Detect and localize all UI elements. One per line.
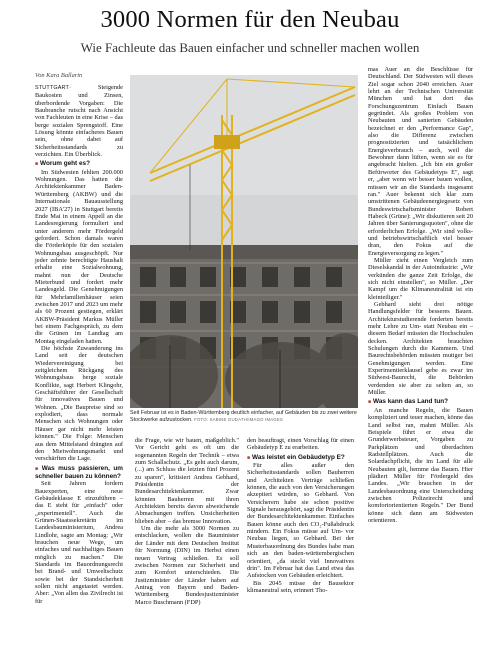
square-bullet-icon: ■ bbox=[35, 161, 39, 168]
construction-photo bbox=[130, 75, 358, 408]
caption-text: Seit Februar ist es in Baden-Württemberg deutlich einfacher, auf Gebäuden bis zu zwei weitere Stockwerke aufzustocken. bbox=[130, 410, 357, 423]
photo-caption bbox=[130, 410, 358, 423]
headline: 3000 Normen für den Neubau bbox=[100, 6, 400, 33]
paragraph: Für alles außer den Sicherheitsstandards sollen Bauherren und Architekten Verträge schließen können, die auch von den Versicherungen akzeptiert würden, so Gebhard. Von Versicherern habe sie schon positive Signale herausgehört, sagt die Präsidentin der Bundesarchitektenkammer. Einfaches Bauen könne auch den CO₂-Fußabdruck mindern. Ein Fokus müsse auf Um- vor Neubau liegen, so Gebhard. Bei der Musterbauordnung des Bundes habe man sich an den baden-württembergischen orientiert, „da steckt viel Innovatives drin". Im Februar hat das Land etwa das Aufstocken von Gebäuden erleichtert. bbox=[247, 462, 354, 580]
paragraph: Bis 2045 müsse der Bausektor klimaneutral sein, erinnert Tho- bbox=[247, 579, 354, 594]
section-heading: ■ Was leistet ein Gebäudetyp E? bbox=[247, 453, 345, 461]
byline: Von Kara Ballarin bbox=[35, 72, 83, 79]
section-heading: ■ Was muss passieren, um schneller bauen zu können? bbox=[35, 464, 123, 480]
paragraph: Die höchste Zuwanderung ins Land seit der deutschen Wiedervereinigung bei zeitgleichem Rückgang des Wohnungsbaus berge soziale Konflikte, sagt Herbert Klingohr, Geschäftsführer der Gesellschaft für innovatives Bauen und Wohnen. „Die Baupreise sind so explodiert, dass normale Menschen sich Wohnungen oder Häuser gar nicht mehr leisten können." Die Folge: Menschen aus dem Mittelstand drängten auf den Mietwohnungsmarkt und verschärften die Lage. bbox=[35, 345, 123, 463]
paragraph: Müller zieht einen Vergleich zum Dieselskandal in der Autoindustrie: „Wir verkünden die ganze Zeit Erfolge, die sich nicht einstellen", so Müller. „Der Kampf um die Klimaneutralität ist ein kleinteiliger." bbox=[368, 256, 473, 301]
paragraph: Um die mehr als 3000 Normen zu entschlacken, wollen die Bauminister der Länder mit dem Deutschen Institut für Normung (DIN) im Herbst einen neuen Vertrag schließen. Es soll zwischen Normen zur Sicherheit und zum Komfort unterschieden. Die Justizminister der Länder haben auf Antrag von Bayern und Baden-Württemberg Bundesjustizminister Marco Buschmann (FDP) bbox=[135, 525, 239, 606]
square-bullet-icon: ■ bbox=[247, 454, 251, 461]
square-bullet-icon: ■ bbox=[35, 465, 40, 472]
lead-text: · Steigende Baukosten und Zinsen, überbordende Vorgaben: Die Baubranche rutscht nach Ansicht von Fachleuten in eine Krise – das berge sozialen Sprengstoff. Eine Lösung könnte einfacheres Bauen sein, ohne dabei auf Sicherheitsstandards zu verzichten. Ein Überblick. bbox=[35, 84, 123, 159]
lead-paragraph bbox=[35, 84, 123, 158]
column-3 bbox=[247, 437, 354, 594]
column-1 bbox=[35, 84, 123, 605]
column-2 bbox=[135, 437, 239, 606]
photo-credit: FOTO: SABINE GUDATH/IMAGO IMAGES bbox=[194, 416, 283, 422]
paragraph: die Frage, wie wir bauen, maßgeblich." Vor Gericht geht es oft um die sogenannten Regeln der Technik – etwa zum Schallschutz. „Es geht auch darum, (...) am Schluss die letzten fünf Prozent zu sparen", kritisiert Andrea Gebhard, Präsidentin der Bundesarchitektenkammer. Zwar könnten Bauherren mit ihren Architekten bereits davon abweichende Abmachungen treffen. Unsicherheiten blieben aber – das bremse Innovation. bbox=[135, 437, 239, 525]
subheadline: Wie Fachleute das Bauen einfacher und schneller machen wollen bbox=[80, 40, 420, 55]
paragraph: Gebhard sieht drei nötige Handlungsfelder für besseres Bauen. Architekturstudierende forderten bereits mehr Lehre zu Um- statt Neubau ein – diesem Bedarf müssten die Hochschulen decken. Architekten brauchten Schulungen durch die Kammern. Und Baurechtsbehörden müssten mutiger bei Genehmigungen werden. Eine Experimentierklausel gebe es zwar im Südwest-Baurecht, die Behörden verdenden sie aber zu selten an, so Müller. bbox=[368, 301, 473, 397]
paragraph: Im Südwesten fehlten 200.000 Wohnungen. Das hatten die Architektenkammer Baden-Württemberg (AKBW) und die Internationale Bauausstellung 2027 (IBA'27) in Stuttgart bereits Ende Mai in einem Appell an die Landesregierung formuliert und unter anderem mehr Fördergeld gefordert. Schon damals waren die Förderköpfe für den sozialen Wohnungsbau ausgeschöpft. Nur jeder zehnte berechtigte Haushalt erhalte eine Sozialwohnung, mahnt nun der Deutsche Mieterbund und fordert mehr Landesgeld. Die Genehmigungen für Mehrfamilienhäuser seien zwischen 2017 und 2023 um mehr als 60 Prozent gestiegen, erklärt AKBW-Präsident Markus Müller bei einem Fachgespräch, zu dem die Grünen im Landtag am Montag eingeladen hatten. bbox=[35, 168, 123, 345]
column-4 bbox=[368, 66, 473, 524]
paragraph: Seit Jahren fordern Bauexperten, eine neue Gebäudeklasse E einzuführen – das E steht für „einfach" oder „experimentell". Auch die Grünen-Staatssekretärin im Landesbauministerium, Andrea Lindlohr, sagte am Montag: „Wir brauchen neue Wege, um einfaches und nachhaltiges Bauen möglich zu machen." Die Standards im Bauordnungsrecht bei Brand- und Umweltschutz sowie bei der Standsicherheit sollen nicht angetastet werden. Aber: „Von allen das Zivilrecht ist für bbox=[35, 480, 123, 605]
paragraph: An manche Regeln, die Bauen kompliziert und teuer machen, könne das Land selbst ran, mahnt Müller. Als Beispiele führt er etwa die Grunderwerbsteuer, Vorgaben zu Parkplätzen und überdachten Radstellplätzen. Auch die Solardachpflicht, die im Land für alle Neubauten gilt, hemme das Bauen. Hier plädiert Müller für Fördergeld des Landes. „Wir brauchen in der Landesbauordnung eine Unterscheidung zwischen Polizeirecht und komfortorientierten Regeln." Der Bund könne sich dann am Südwesten orientieren. bbox=[368, 406, 473, 524]
square-bullet-icon: ■ bbox=[368, 399, 372, 406]
paragraph: mas Auer an die Beschlüsse für Deutschland. Der Südwesten will dieses Ziel sogar schon 2040 erreichen. Auer lehrt an der Technischen Universität München und hat dort das Forschungszentrum Einfach Bauen gegründet. Als großes Problem von Neubauten und sanierten Gebäuden bezeichnet er den „Performance Gap", also die Differenz zwischen prognostizierten und tatsächlichem Energieverbrauch – auch, weil die Bewohner dann lüften, wenn sie es für angebracht hielten. „Ich bin ein großer Befürworter des Gebäudetyps E", sagt er, „aber wenn wir besser bauen wollen, müssen wir an die Standards insgesamt ran." Auer bekennt sich klar zum umstrittenen Gebäudeenergiegesetz von Bundeswirtschaftsminister Robert Habeck (Grüne): „Wir diskutieren seit 20 Jahren über Sanierungsquoten", ohne die erforderlichen Erfolge. „Wir sind volks- und betriebswirtschaftlich viel besser dran, den Fokus auf die Energieversorgung zu legen." bbox=[368, 66, 473, 257]
section-heading: ■ Was kann das Land tun? bbox=[368, 398, 449, 406]
section-heading: ■ Worum geht es? bbox=[35, 160, 90, 168]
dateline: STUTTGART bbox=[35, 85, 70, 91]
paragraph: den beauftragt, einen Vorschlag für einen Gebäudetyp E zu erarbeiten. bbox=[247, 437, 354, 452]
